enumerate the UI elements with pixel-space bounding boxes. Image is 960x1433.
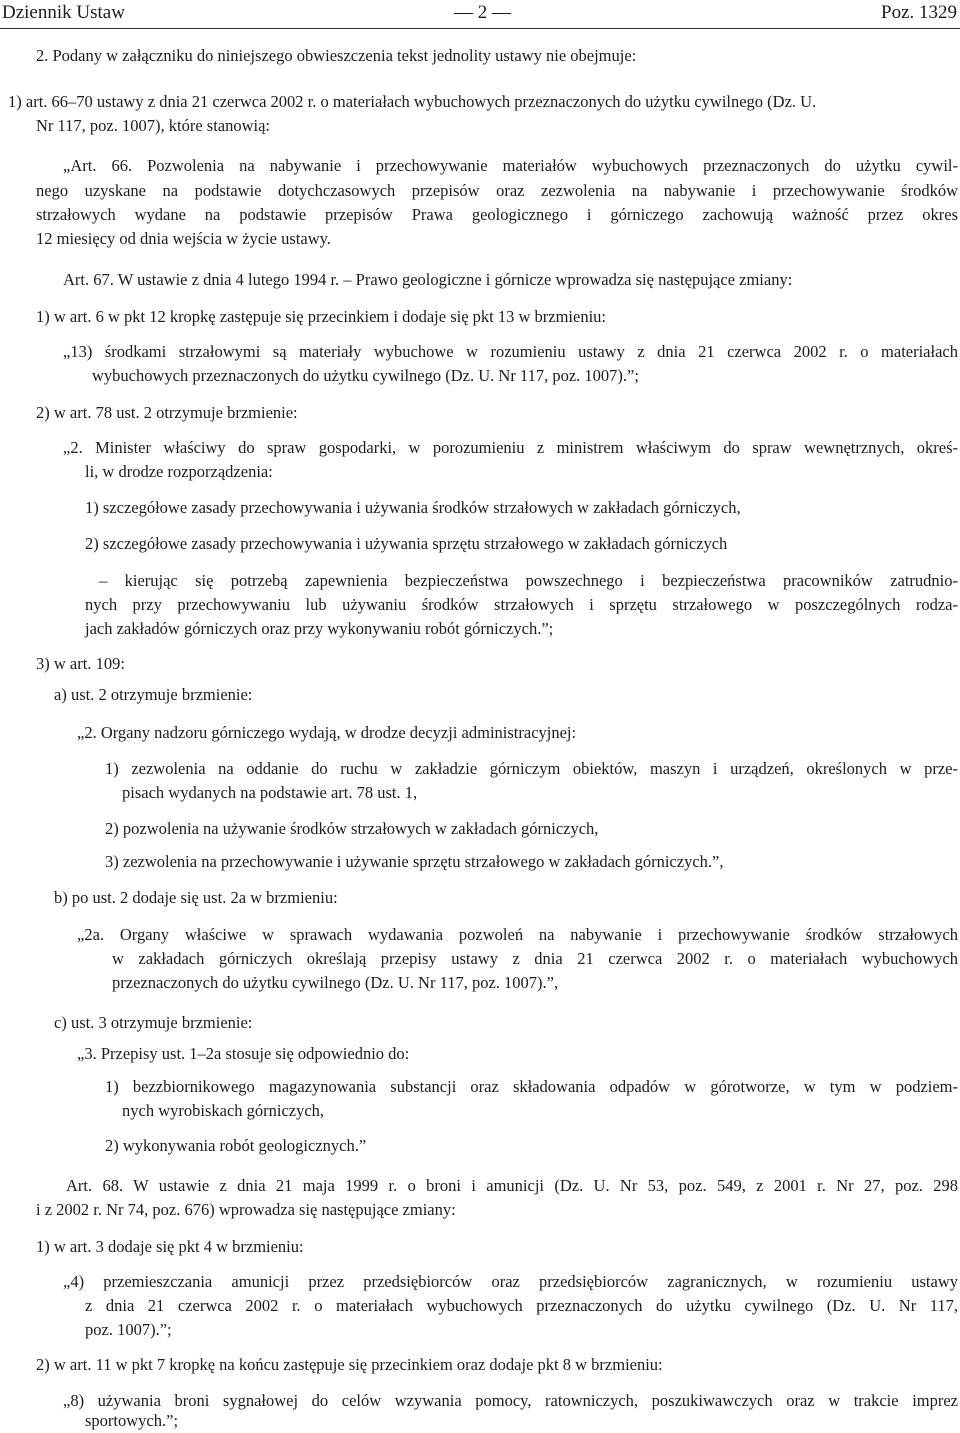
text-line: pisach wydanych na podstawie art. 78 ust. 1, xyxy=(122,783,418,802)
page-number: — 2 — xyxy=(454,2,511,23)
text-line: Nr 117, poz. 1007), które stanowią: xyxy=(36,116,271,135)
text-line: 1) art. 66–70 ustawy z dnia 21 czerwca 2002 r. o materiałach wybuchowych przeznaczonych do użytku cywilnego (Dz. U. xyxy=(8,92,817,111)
text-line: nych przy przechowywaniu lub używaniu środków strzałowych i sprzętu strzałowego w poszczególnych rodza- xyxy=(85,595,958,614)
text-line: poz. 1007).”; xyxy=(85,1320,172,1339)
text-line: 2) w art. 11 w pkt 7 kropkę na końcu zastępuje się przecinkiem oraz dodaje pkt 8 w brzmieniu: xyxy=(36,1355,663,1374)
text-line: 3) zezwolenia na przechowywanie i używanie sprzętu strzałowego w zakładach górniczych.”, xyxy=(105,852,724,871)
text-line: 2) szczegółowe zasady przechowywania i używania sprzętu strzałowego w zakładach górniczych xyxy=(85,534,728,553)
text-line: jach zakładów górniczych oraz przy wykonywaniu robót górniczych.”; xyxy=(85,619,554,638)
text-line: 1) w art. 6 w pkt 12 kropkę zastępuje się przecinkiem i dodaje się pkt 13 w brzmieniu: xyxy=(36,307,607,326)
text-line: Art. 68. W ustawie z dnia 21 maja 1999 r. o broni i amunicji (Dz. U. Nr 53, poz. 549, z 2001 r. Nr 27, poz. 298 xyxy=(66,1176,958,1195)
text-line: 2) w art. 78 ust. 2 otrzymuje brzmienie: xyxy=(36,403,298,422)
text-line: w zakładach górniczych określają przepisy ustawy z dnia 21 czerwca 2002 r. o materiałach wybuchowych xyxy=(112,949,958,968)
text-line: 2. Podany w załączniku do niniejszego obwieszczenia tekst jednolity ustawy nie obejmuje: xyxy=(36,46,637,65)
text-line: 2) pozwolenia na używanie środków strzałowych w zakładach górniczych, xyxy=(105,819,599,838)
text-line: 1) zezwolenia na oddanie do ruchu w zakładzie górniczym obiektów, maszyn i urządzeń, określonych w prze- xyxy=(105,759,958,778)
text-line: „2. Organy nadzoru górniczego wydają, w drodze decyzji administracyjnej: xyxy=(77,723,577,742)
text-line: „3. Przepisy ust. 1–2a stosuje się odpowiednio do: xyxy=(77,1044,410,1063)
text-line: li, w drodze rozporządzenia: xyxy=(85,462,273,481)
text-line: b) po ust. 2 dodaje się ust. 2a w brzmieniu: xyxy=(54,888,338,907)
text-line: nych wyrobiskach górniczych, xyxy=(122,1101,325,1120)
text-line: „4) przemieszczania amunicji przez przedsiębiorców oraz przedsiębiorców zagranicznych, w rozumieniu ustawy xyxy=(63,1272,958,1291)
text-line: z dnia 21 czerwca 2002 r. o materiałach wybuchowych przeznaczonych do użytku cywilnego (Dz. U. Nr 117, xyxy=(85,1296,958,1315)
text-line: Art. 67. W ustawie z dnia 4 lutego 1994 r. – Prawo geologiczne i górnicze wprowadza się następujące zmiany: xyxy=(63,270,793,289)
header-rule xyxy=(0,28,960,29)
text-line: i z 2002 r. Nr 74, poz. 676) wprowadza się następujące zmiany: xyxy=(36,1200,456,1219)
text-line: „13) środkami strzałowymi są materiały wybuchowe w rozumieniu ustawy z dnia 21 czerwca 2002 r. o materiałach xyxy=(63,342,958,361)
page-header xyxy=(0,0,960,30)
text-line: „2a. Organy właściwe w sprawach wydawania pozwoleń na nabywanie i przechowywanie środków strzałowych xyxy=(77,925,958,944)
text-line: „8) używania broni sygnałowej do celów wzywania pomocy, ratowniczych, poszukiwawczych oraz w trakcie imprez xyxy=(63,1391,958,1410)
text-line: wybuchowych przeznaczonych do użytku cywilnego (Dz. U. Nr 117, poz. 1007).”; xyxy=(92,366,639,385)
position-number: Poz. 1329 xyxy=(881,2,957,23)
text-line: nego uzyskane na podstawie dotychczasowych przepisów oraz zezwolenia na nabywanie i przechowywanie środków xyxy=(36,181,958,200)
text-line: – kierując się potrzebą zapewnienia bezpieczeństwa powszechnego i bezpieczeństwa pracowników zatrudnio- xyxy=(99,571,958,590)
text-line: c) ust. 3 otrzymuje brzmienie: xyxy=(54,1013,253,1032)
text-line: sportowych.”; xyxy=(85,1411,179,1430)
text-line: 12 miesięcy od dnia wejścia w życie ustawy. xyxy=(36,229,331,248)
text-line: strzałowych wydane na podstawie przepisów Prawa geologicznego i górniczego zachowują ważność przez okres xyxy=(36,205,958,224)
text-line: „2. Minister właściwy do spraw gospodarki, w porozumieniu z ministrem właściwym do spraw wewnętrznych, okreś- xyxy=(63,438,958,457)
text-line: 1) szczegółowe zasady przechowywania i używania środków strzałowych w zakładach górniczych, xyxy=(85,498,741,517)
text-line: przeznaczonych do użytku cywilnego (Dz. U. Nr 117, poz. 1007).”, xyxy=(112,973,559,992)
text-line: „Art. 66. Pozwolenia na nabywanie i przechowywanie materiałów wybuchowych przeznaczonych do użytku cywil- xyxy=(63,156,958,175)
text-line: 1) w art. 3 dodaje się pkt 4 w brzmieniu: xyxy=(36,1237,304,1256)
text-line: 3) w art. 109: xyxy=(36,654,125,673)
text-line: 1) bezzbiornikowego magazynowania substancji oraz składowania odpadów w górotworze, w tym w podziem- xyxy=(105,1077,958,1096)
text-line: a) ust. 2 otrzymuje brzmienie: xyxy=(54,685,253,704)
text-line: 2) wykonywania robót geologicznych.” xyxy=(105,1136,367,1155)
journal-title: Dziennik Ustaw xyxy=(2,2,125,23)
